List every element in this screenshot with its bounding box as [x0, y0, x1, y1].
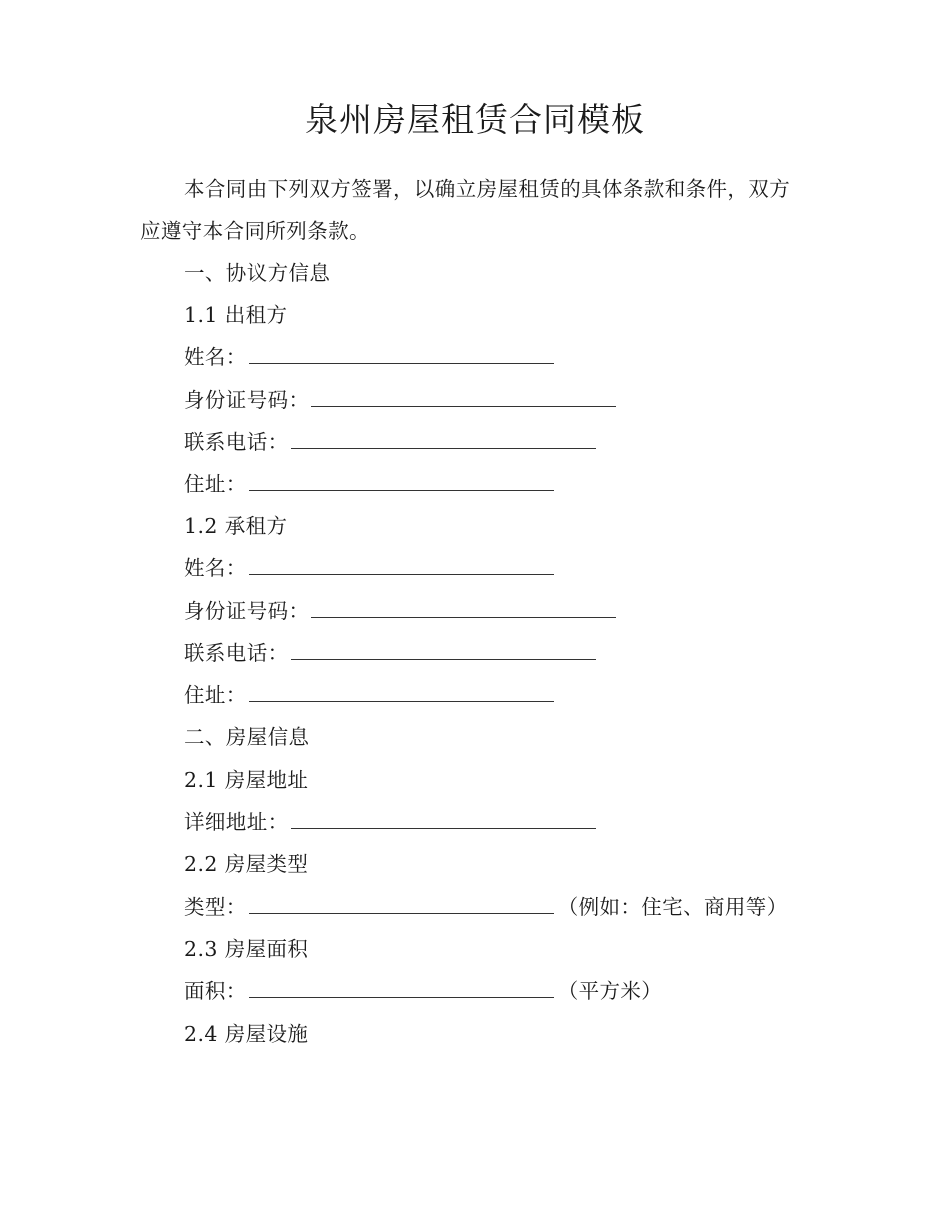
- tenant-phone-label: 联系电话：: [184, 641, 289, 665]
- tenant-address-blank[interactable]: [249, 681, 554, 702]
- tenant-name-blank[interactable]: [249, 554, 554, 575]
- house-area-heading: 2.3 房屋面积: [184, 937, 309, 961]
- section1-heading: 一、协议方信息: [184, 261, 331, 285]
- landlord-id-label: 身份证号码：: [184, 388, 310, 412]
- house-area-note: （平方米）: [557, 979, 663, 1003]
- tenant-id-label: 身份证号码：: [184, 599, 310, 623]
- house-type-note: （例如：住宅、商用等）: [557, 895, 788, 919]
- house-type-blank[interactable]: [249, 893, 554, 914]
- landlord-name-row: [184, 342, 554, 372]
- house-type-heading: 2.2 房屋类型: [184, 852, 309, 876]
- document-title: 泉州房屋租赁合同模板: [305, 100, 645, 139]
- house-area-blank[interactable]: [249, 977, 554, 998]
- landlord-id-row: [184, 385, 616, 415]
- landlord-address-blank[interactable]: [249, 470, 554, 491]
- landlord-name-blank[interactable]: [249, 343, 554, 364]
- landlord-address-row: [184, 469, 554, 499]
- landlord-id-blank[interactable]: [311, 386, 616, 407]
- landlord-name-label: 姓名：: [184, 345, 247, 369]
- house-area-row: [184, 976, 662, 1006]
- house-address-label: 详细地址：: [184, 810, 289, 834]
- tenant-name-row: [184, 553, 554, 583]
- landlord-phone-label: 联系电话：: [184, 430, 289, 454]
- house-type-label: 类型：: [184, 895, 247, 919]
- tenant-id-blank[interactable]: [311, 597, 616, 618]
- tenant-phone-blank[interactable]: [291, 639, 596, 660]
- tenant-heading: 1.2 承租方: [184, 514, 288, 538]
- landlord-address-label: 住址：: [184, 472, 247, 496]
- landlord-phone-blank[interactable]: [291, 428, 596, 449]
- house-area-label: 面积：: [184, 979, 247, 1003]
- house-address-heading: 2.1 房屋地址: [184, 768, 309, 792]
- tenant-id-row: [184, 596, 616, 626]
- intro-paragraph: 本合同由下列双方签署，以确立房屋租赁的具体条款和条件，双方应遵守本合同所列条款。: [140, 177, 791, 243]
- house-type-row: [184, 892, 788, 922]
- house-facilities-heading: 2.4 房屋设施: [184, 1022, 309, 1046]
- house-address-blank[interactable]: [291, 808, 596, 829]
- landlord-phone-row: [184, 427, 596, 457]
- landlord-heading: 1.1 出租方: [184, 303, 288, 327]
- tenant-name-label: 姓名：: [184, 556, 247, 580]
- section2-heading: 二、房屋信息: [184, 725, 310, 749]
- house-address-row: [184, 807, 596, 837]
- tenant-phone-row: [184, 638, 596, 668]
- tenant-address-label: 住址：: [184, 683, 247, 707]
- tenant-address-row: [184, 680, 554, 710]
